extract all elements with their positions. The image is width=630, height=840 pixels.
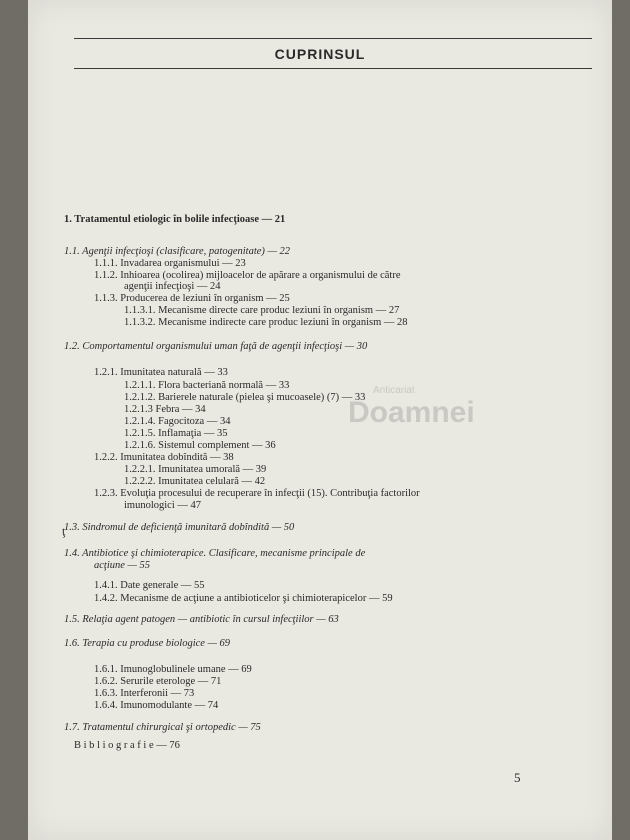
toc-entry: 1.1.3. Producerea de leziuni în organism — 25 — [94, 293, 290, 304]
toc-entry: 1.2. Comportamentul organismului uman faţă de agenţii infecţioşi — 30 — [64, 341, 368, 352]
toc-entry: B i b l i o g r a f i e — 76 — [74, 740, 180, 751]
toc-entry: 1.6. Terapia cu produse biologice — 69 — [64, 638, 231, 649]
toc-entry: 1.5. Relaţia agent patogen — antibiotic în cursul infecţiilor — 63 — [64, 614, 339, 625]
toc-entry: 1. Tratamentul etiologic în bolile infecţioase — 21 — [64, 214, 286, 225]
toc-entry: agenţii infecţioşi — 24 — [124, 281, 221, 292]
toc-entry: 1.6.4. Imunomodulante — 74 — [94, 700, 219, 711]
toc-entry: 1.1.3.2. Mecanisme indirecte care produc leziuni în organism — 28 — [124, 317, 408, 328]
toc-entry: 1.1. Agenţii infecţioşi (clasificare, patogenitate) — 22 — [64, 246, 291, 257]
toc-entry: 1.4.2. Mecanisme de acţiune a antibioticelor şi chimioterapicelor — 59 — [94, 593, 393, 604]
toc-entry: 1.6.3. Interferonii — 73 — [94, 688, 195, 699]
page-title: CUPRINSUL — [274, 46, 366, 62]
toc-entry: 1.2.1.1. Flora bacteriană normală — 33 — [124, 380, 290, 391]
toc-entry: 1.2.2.1. Imunitatea umorală — 39 — [124, 464, 267, 475]
toc-entry: 1.2.2. Imunitatea dobîndită — 38 — [94, 452, 234, 463]
toc-entry: 1.2.1.2. Barierele naturale (pielea şi mucoasele) (7) — 33 — [124, 392, 366, 403]
toc-entry: 1.1.1. Invadarea organismului — 23 — [94, 258, 246, 269]
toc-entry: 1.2.3. Evoluţia procesului de recuperare în infecţii (15). Contribuţia factorilor — [94, 488, 420, 499]
watermark: Doamnei — [348, 396, 475, 429]
toc-entry: 1.1.3.1. Mecanisme directe care produc leziuni în organism — 27 — [124, 305, 400, 316]
toc-entry: 1.6.2. Serurile eterologe — 71 — [94, 676, 222, 687]
title-underline — [74, 68, 592, 69]
watermark-small: Anticariat — [373, 385, 415, 396]
toc-entry: 1.4. Antibiotice şi chimioterapice. Clasificare, mecanisme principale de — [64, 548, 366, 559]
toc-entry: 1.2.1. Imunitatea naturală — 33 — [94, 367, 228, 378]
toc-entry: 1.7. Tratamentul chirurgical şi ortopedic — 75 — [64, 722, 261, 733]
toc-entry: 1.2.2.2. Imunitatea celulară — 42 — [124, 476, 266, 487]
toc-entry: 1.4.1. Date generale — 55 — [94, 580, 205, 591]
toc-entry: 1.2.1.3 Febra — 34 — [124, 404, 206, 415]
toc-entry: 1.3. Sindromul de deficienţă imunitară dobîndită — 50 — [64, 522, 295, 533]
toc-entry: 1.2.1.4. Fagocitoza — 34 — [124, 416, 231, 427]
page-number: 5 — [514, 770, 521, 785]
toc-entry: 1.2.1.5. Inflamaţia — 35 — [124, 428, 228, 439]
top-rule — [74, 38, 592, 39]
toc-entry: 1.1.2. Inhioarea (ocolirea) mijloacelor de apărare a organismului de către — [94, 270, 401, 281]
margin-mark: ţ — [62, 524, 66, 538]
toc-entry: acţiune — 55 — [94, 560, 150, 571]
toc-entry: imunologici — 47 — [124, 500, 201, 511]
book-page — [28, 0, 612, 840]
toc-entry: 1.6.1. Imunoglobulinele umane — 69 — [94, 664, 252, 675]
toc-entry: 1.2.1.6. Sistemul complement — 36 — [124, 440, 276, 451]
